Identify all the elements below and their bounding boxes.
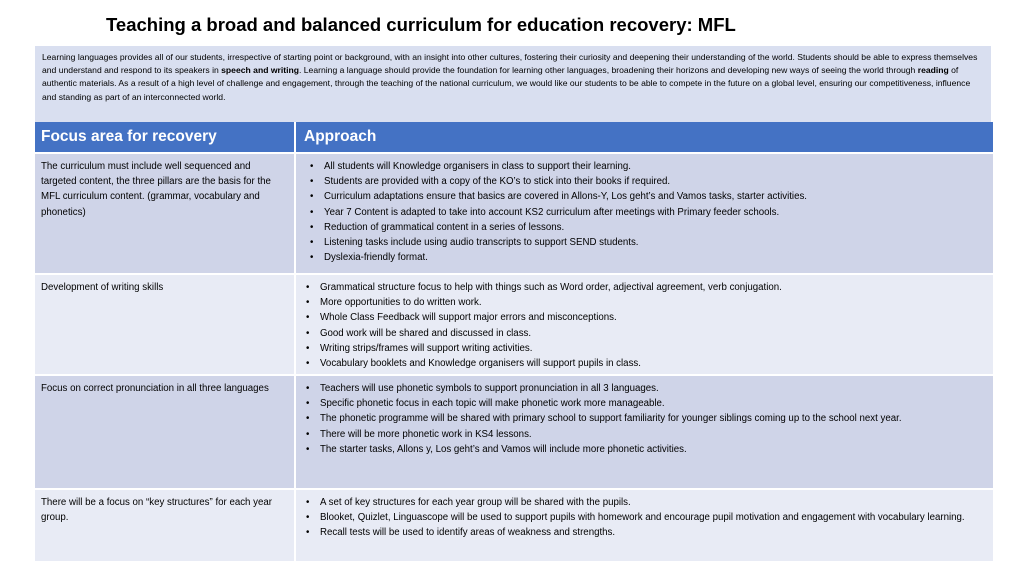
approach-cell	[295, 489, 993, 561]
focus-cell: Development of writing skills	[35, 274, 295, 375]
approach-list	[302, 280, 987, 371]
approach-cell	[295, 274, 993, 375]
list-item: • Teachers will use phonetic symbols to support pronunciation in all 3 languages.	[302, 381, 987, 396]
table-row	[35, 375, 993, 489]
intro-bold-speech-writing: speech and writing	[221, 65, 299, 76]
intro-text-2: . Learning a language should provide the foundation for learning other languages, broadening their horizons and developing new ways of seeing the world through	[299, 65, 918, 76]
list-item: • Grammatical structure focus to help with things such as Word order, adjectival agreement, verb conjugation.	[302, 280, 987, 295]
table-row	[35, 153, 993, 274]
approach-header: Approach	[295, 122, 993, 153]
list-item: • Listening tasks include using audio transcripts to support SEND students.	[302, 235, 987, 250]
list-item: • Recall tests will be used to identify areas of weakness and strengths.	[302, 525, 987, 540]
list-item: • Dyslexia-friendly format.	[302, 250, 987, 265]
list-item: • The starter tasks, Allons y, Los geht’s and Vamos will include more phonetic activities.	[302, 442, 987, 457]
intro-bold-reading: reading	[917, 65, 949, 76]
list-item: • Whole Class Feedback will support major errors and misconceptions.	[302, 310, 987, 325]
table-row	[35, 489, 993, 561]
table-header-row	[35, 122, 993, 153]
recovery-table	[35, 122, 993, 561]
table-row	[35, 274, 993, 375]
slide-title: Teaching a broad and balanced curriculum for education recovery: MFL	[106, 14, 736, 35]
list-item: • The phonetic programme will be shared with primary school to support familiarity for younger siblings coming up to the school next year.	[302, 411, 987, 426]
list-item: • Blooket, Quizlet, Linguascope will be used to support pupils with homework and encourage pupil motivation and engagement with vocabulary learning.	[302, 510, 987, 525]
list-item: • There will be more phonetic work in KS4 lessons.	[302, 427, 987, 442]
list-item: • A set of key structures for each year group will be shared with the pupils.	[302, 495, 987, 510]
intro-paragraph	[35, 46, 991, 122]
focus-cell: The curriculum must include well sequenced and targeted content, the three pillars are the basis for the MFL curriculum content. (grammar, vocabulary and phonetics)	[35, 153, 295, 274]
approach-cell	[295, 375, 993, 489]
focus-area-header: Focus area for recovery	[35, 122, 295, 153]
list-item: • Year 7 Content is adapted to take into account KS2 curriculum after meetings with Primary feeder schools.	[302, 205, 987, 220]
list-item: • Specific phonetic focus in each topic will make phonetic work more manageable.	[302, 396, 987, 411]
list-item: • More opportunities to do written work.	[302, 295, 987, 310]
focus-cell: Focus on correct pronunciation in all three languages	[35, 375, 295, 489]
list-item: • Vocabulary booklets and Knowledge organisers will support pupils in class.	[302, 356, 987, 371]
approach-list	[302, 381, 987, 457]
focus-cell: There will be a focus on “key structures” for each year group.	[35, 489, 295, 561]
intro-text-1: Learning languages provides all of our students, irrespective of starting point or background, with an insight into other cultures, fostering their curiosity and deepening their understanding of the world. Students should be able to express themselves and understand and respond to its speakers in	[42, 52, 978, 76]
list-item: • All students will Knowledge organisers in class to support their learning.	[302, 159, 987, 174]
list-item: • Writing strips/frames will support writing activities.	[302, 341, 987, 356]
list-item: • Students are provided with a copy of the KO’s to stick into their books if required.	[302, 174, 987, 189]
list-item: • Reduction of grammatical content in a series of lessons.	[302, 220, 987, 235]
list-item: • Good work will be shared and discussed in class.	[302, 326, 987, 341]
approach-cell	[295, 153, 993, 274]
intro-text-3: of authentic materials. As a result of a high level of challenge and engagement, through the teaching of the national curriculum, we would like our students to be able to compete in the future on a global level, ensuring our competitiveness, influence and standing as part of an interconnected world.	[42, 65, 971, 102]
approach-list	[302, 495, 987, 541]
approach-list	[302, 159, 987, 265]
list-item: • Curriculum adaptations ensure that basics are covered in Allons-Y, Los geht’s and Vamos tasks, starter activities.	[302, 189, 987, 204]
